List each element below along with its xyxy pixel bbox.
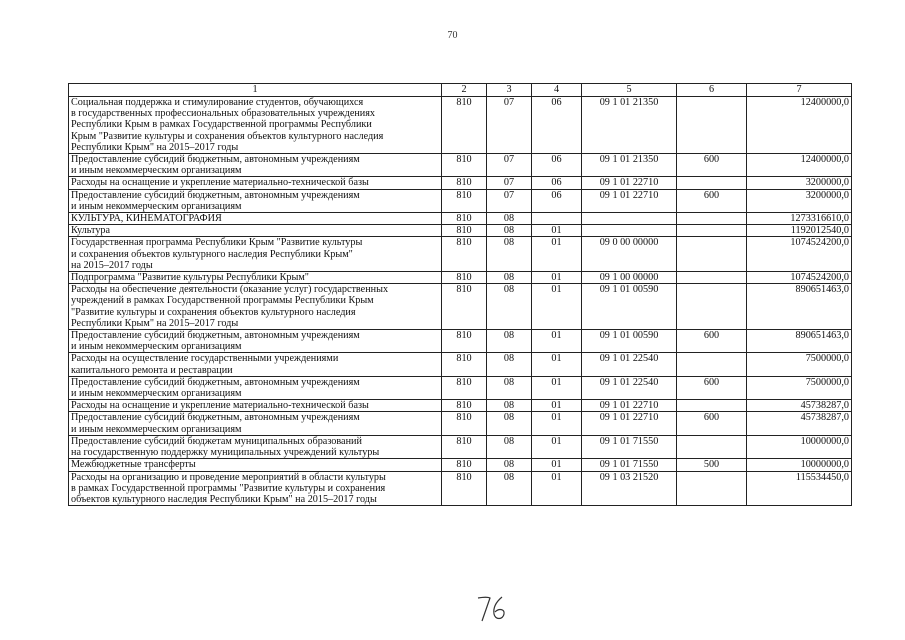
cell-ministry-code: 810 [442,376,487,399]
cell-subsection-code: 01 [532,471,582,506]
table-row [69,154,852,177]
cell-target-article: 09 1 01 00590 [582,284,677,330]
header-col-4: 4 [532,84,582,97]
cell-subsection-code: 01 [532,459,582,471]
cell-amount: 45738287,0 [747,400,852,412]
cell-subsection-code [532,213,582,225]
cell-target-article: 09 1 01 21350 [582,97,677,154]
cell-description: Межбюджетные трансферты [69,459,442,471]
cell-description: Социальная поддержка и стимулирование студентов, обучающихся в государственных профессиональных образовательных учреждениях Республики Крым в рамках Государственной программы Республики Крым "Развитие культуры и сохранения объектов культурного наследия Республики Крым" на 2015–2017 годы [69,97,442,154]
header-col-5: 5 [582,84,677,97]
cell-section-code: 08 [487,412,532,435]
cell-amount: 1192012540,0 [747,225,852,237]
cell-expense-type [677,177,747,189]
cell-target-article: 09 1 00 00000 [582,272,677,284]
cell-section-code: 08 [487,272,532,284]
header-col-1: 1 [69,84,442,97]
cell-ministry-code: 810 [442,459,487,471]
cell-target-article: 09 1 01 00590 [582,330,677,353]
cell-description: Государственная программа Республики Крым "Развитие культуры и сохранения объектов культурного наследия Республики Крым" на 2015–2017 годы [69,237,442,272]
cell-expense-type [677,213,747,225]
table-row [69,412,852,435]
cell-ministry-code: 810 [442,154,487,177]
cell-amount: 45738287,0 [747,412,852,435]
cell-ministry-code: 810 [442,225,487,237]
cell-subsection-code: 01 [532,225,582,237]
cell-description: КУЛЬТУРА, КИНЕМАТОГРАФИЯ [69,213,442,225]
cell-ministry-code: 810 [442,189,487,212]
cell-amount: 1273316610,0 [747,213,852,225]
cell-description: Расходы на организацию и проведение мероприятий в области культуры в рамках Государственной программы "Развитие культуры и сохранения объектов культурного наследия Республики Крым" на 2015–2017 годы [69,471,442,506]
cell-amount: 890651463,0 [747,284,852,330]
cell-section-code: 08 [487,376,532,399]
cell-ministry-code: 810 [442,435,487,458]
header-col-2: 2 [442,84,487,97]
cell-expense-type [677,97,747,154]
cell-description: Расходы на оснащение и укрепление материально-технической базы [69,400,442,412]
cell-ministry-code: 810 [442,471,487,506]
cell-section-code: 08 [487,330,532,353]
cell-ministry-code: 810 [442,237,487,272]
cell-section-code: 07 [487,154,532,177]
header-col-6: 6 [677,84,747,97]
cell-expense-type [677,284,747,330]
header-col-3: 3 [487,84,532,97]
cell-amount: 10000000,0 [747,459,852,471]
cell-amount: 115534450,0 [747,471,852,506]
cell-amount: 10000000,0 [747,435,852,458]
cell-subsection-code: 01 [532,272,582,284]
cell-expense-type: 600 [677,154,747,177]
cell-subsection-code: 01 [532,330,582,353]
cell-description: Предоставление субсидий бюджетным, автономным учреждениям и иным некоммерческим организациям [69,376,442,399]
cell-amount: 3200000,0 [747,177,852,189]
cell-expense-type: 600 [677,330,747,353]
cell-expense-type [677,225,747,237]
cell-subsection-code: 01 [532,400,582,412]
cell-description: Культура [69,225,442,237]
table-row [69,284,852,330]
table-row [69,272,852,284]
cell-description: Расходы на оснащение и укрепление материально-технической базы [69,177,442,189]
table-row [69,435,852,458]
cell-description: Расходы на осуществление государственными учреждениями капитального ремонта и реставрации [69,353,442,376]
cell-section-code: 08 [487,400,532,412]
cell-subsection-code: 01 [532,376,582,399]
table-row [69,237,852,272]
cell-subsection-code: 06 [532,177,582,189]
cell-expense-type: 500 [677,459,747,471]
cell-section-code: 07 [487,97,532,154]
page-number: 70 [447,30,458,41]
cell-ministry-code: 810 [442,177,487,189]
table-row [69,400,852,412]
table-row [69,353,852,376]
cell-description: Предоставление субсидий бюджетным, автономным учреждениям и иным некоммерческим организациям [69,330,442,353]
table-row [69,189,852,212]
cell-section-code: 08 [487,471,532,506]
cell-ministry-code: 810 [442,330,487,353]
cell-amount: 1074524200,0 [747,237,852,272]
table-body [69,97,852,506]
cell-target-article [582,213,677,225]
cell-subsection-code: 06 [532,189,582,212]
cell-description: Предоставление субсидий бюджетным, автономным учреждениям и иным некоммерческим организациям [69,412,442,435]
cell-target-article: 09 1 03 21520 [582,471,677,506]
cell-expense-type [677,353,747,376]
cell-section-code: 08 [487,213,532,225]
cell-description: Подпрограмма "Развитие культуры Республики Крым" [69,272,442,284]
cell-subsection-code: 06 [532,154,582,177]
cell-amount: 3200000,0 [747,189,852,212]
cell-target-article: 09 0 00 00000 [582,237,677,272]
cell-expense-type: 600 [677,189,747,212]
cell-expense-type [677,471,747,506]
cell-ministry-code: 810 [442,97,487,154]
cell-amount: 890651463,0 [747,330,852,353]
cell-ministry-code: 810 [442,272,487,284]
cell-subsection-code: 01 [532,284,582,330]
cell-section-code: 08 [487,284,532,330]
table-row [69,459,852,471]
cell-amount: 7500000,0 [747,376,852,399]
cell-amount: 1074524200,0 [747,272,852,284]
cell-description: Расходы на обеспечение деятельности (оказание услуг) государственных учреждений в рамках Государственной программы Республики Крым "Развитие культуры и сохранения объектов культурного наследия Республики Крым" на 2015–2017 годы [69,284,442,330]
cell-ministry-code: 810 [442,400,487,412]
cell-description: Предоставление субсидий бюджетам муниципальных образований на государственную поддержку муниципальных учреждений культуры [69,435,442,458]
cell-ministry-code: 810 [442,213,487,225]
table-row [69,330,852,353]
table-row [69,97,852,154]
cell-target-article: 09 1 01 22710 [582,400,677,412]
cell-section-code: 08 [487,353,532,376]
handwritten-page-mark [472,594,512,624]
cell-subsection-code: 01 [532,353,582,376]
cell-ministry-code: 810 [442,412,487,435]
cell-target-article: 09 1 01 22710 [582,412,677,435]
cell-subsection-code: 01 [532,237,582,272]
table-row [69,376,852,399]
cell-amount: 7500000,0 [747,353,852,376]
cell-description: Предоставление субсидий бюджетным, автономным учреждениям и иным некоммерческим организациям [69,154,442,177]
cell-description: Предоставление субсидий бюджетным, автономным учреждениям и иным некоммерческим организациям [69,189,442,212]
cell-target-article: 09 1 01 21350 [582,154,677,177]
table-row [69,225,852,237]
cell-target-article: 09 1 01 22710 [582,177,677,189]
table-row [69,213,852,225]
budget-table [68,83,852,506]
cell-amount: 12400000,0 [747,154,852,177]
cell-section-code: 08 [487,435,532,458]
cell-target-article: 09 1 01 22540 [582,353,677,376]
cell-expense-type [677,435,747,458]
cell-subsection-code: 01 [532,412,582,435]
cell-target-article: 09 1 01 22540 [582,376,677,399]
cell-section-code: 07 [487,189,532,212]
cell-subsection-code: 06 [532,97,582,154]
cell-target-article: 09 1 01 22710 [582,189,677,212]
cell-ministry-code: 810 [442,353,487,376]
cell-target-article: 09 1 01 71550 [582,459,677,471]
cell-section-code: 08 [487,237,532,272]
cell-expense-type: 600 [677,412,747,435]
table-header-row [69,84,852,97]
cell-expense-type [677,237,747,272]
table-row [69,177,852,189]
cell-target-article [582,225,677,237]
cell-ministry-code: 810 [442,284,487,330]
table-row [69,471,852,506]
cell-section-code: 08 [487,459,532,471]
cell-expense-type: 600 [677,376,747,399]
cell-section-code: 07 [487,177,532,189]
cell-expense-type [677,400,747,412]
cell-amount: 12400000,0 [747,97,852,154]
cell-target-article: 09 1 01 71550 [582,435,677,458]
cell-subsection-code: 01 [532,435,582,458]
cell-section-code: 08 [487,225,532,237]
header-col-7: 7 [747,84,852,97]
cell-expense-type [677,272,747,284]
